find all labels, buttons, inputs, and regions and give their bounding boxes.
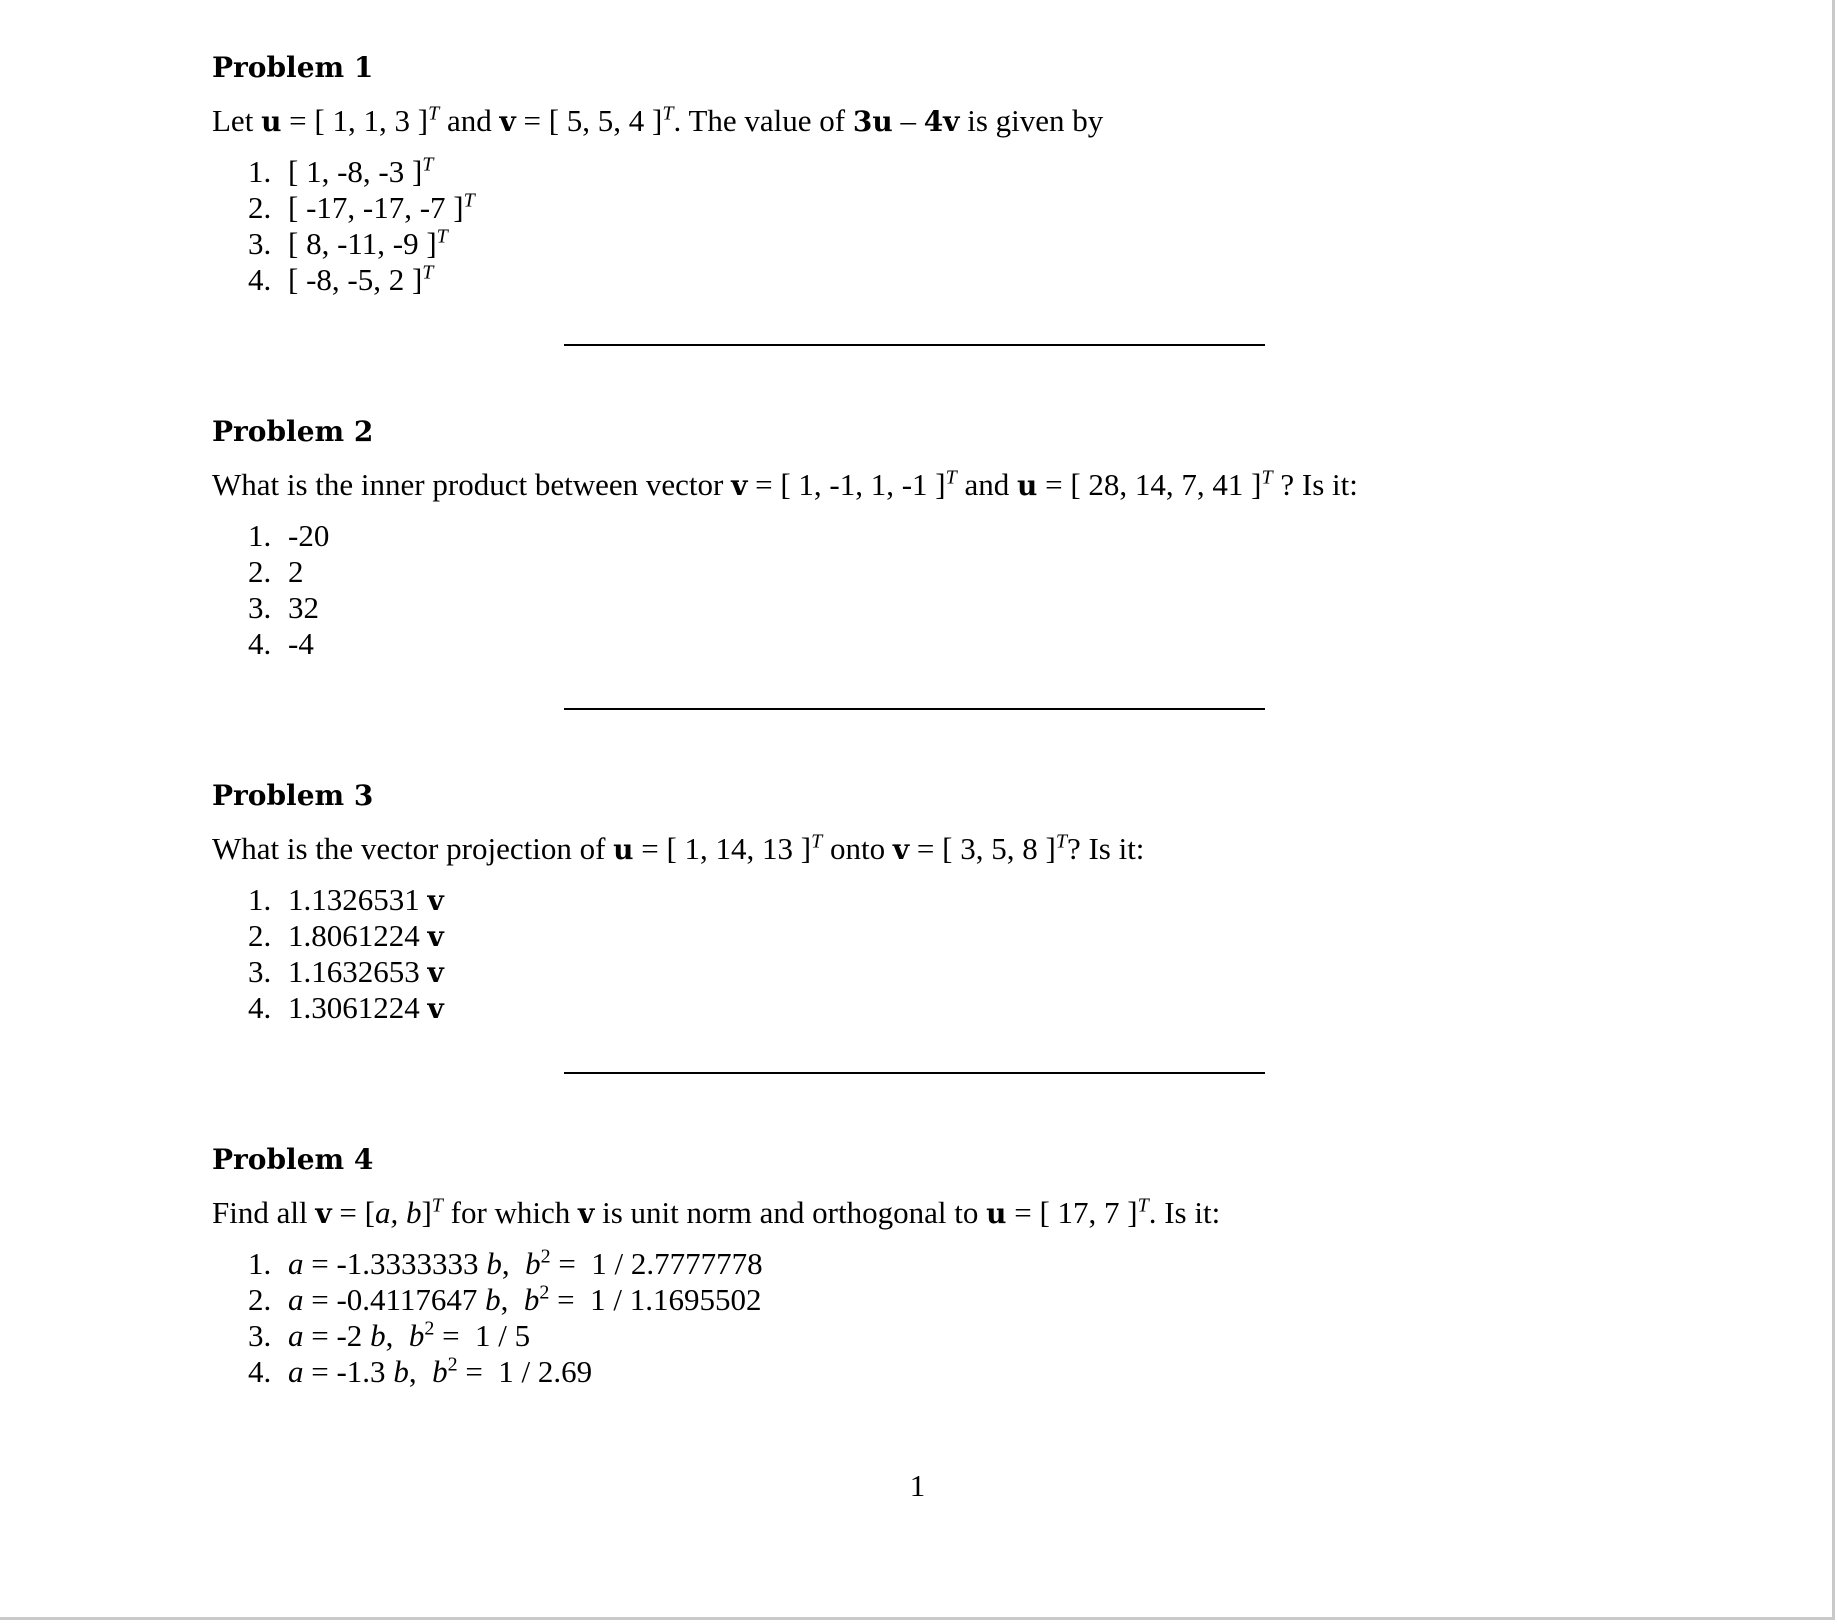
option-number: 3.	[248, 1318, 272, 1353]
option-number: 4.	[248, 990, 272, 1025]
transpose: T	[945, 466, 957, 489]
divider	[564, 708, 1265, 710]
option-number: 4.	[248, 626, 272, 661]
text: = [	[331, 1195, 375, 1230]
option-text: = 1 / 2.7777778	[550, 1246, 763, 1281]
option-number: 3.	[248, 590, 272, 625]
vector-v: v	[427, 884, 444, 917]
transpose: T	[428, 102, 440, 125]
vector-u: u	[261, 105, 282, 138]
problem-1	[212, 48, 1612, 298]
problem-statement	[212, 100, 1612, 142]
option-4	[248, 262, 1612, 298]
problem-title: Problem 1	[212, 51, 374, 84]
option-1	[248, 518, 1612, 554]
option-3	[248, 226, 1612, 262]
problem-title: Problem 3	[212, 779, 374, 812]
option-number: 2.	[248, 1282, 272, 1317]
page-number: 1	[909, 1468, 926, 1503]
vector-v: v	[499, 105, 516, 138]
problem-4	[212, 1140, 1612, 1390]
text: ? Is it:	[1066, 831, 1145, 866]
text: What is the inner product between vector	[212, 467, 732, 502]
option-text: 32	[288, 590, 319, 625]
text: Find all	[212, 1195, 316, 1230]
expression: 4v	[923, 105, 960, 138]
text: = [ 1, 14, 13 ]	[633, 831, 812, 866]
text: = [ 3, 5, 8 ]	[909, 831, 1056, 866]
text: is given by	[959, 103, 1104, 138]
option-text: 1.1326531	[288, 882, 428, 917]
components-ab: a, b	[374, 1195, 422, 1230]
option-text: 1.8061224	[288, 918, 428, 953]
option-2	[248, 190, 1612, 226]
option-1	[248, 882, 1612, 918]
vector-u: u	[1017, 469, 1038, 502]
vector-v: v	[315, 1197, 332, 1230]
var-b: b	[485, 1282, 501, 1317]
transpose: T	[463, 189, 475, 212]
option-4	[248, 990, 1612, 1026]
option-number: 1.	[248, 882, 272, 917]
option-text: -4	[288, 626, 314, 661]
vector-v: v	[427, 920, 444, 953]
text: ? Is it:	[1272, 467, 1358, 502]
vector-v: v	[892, 833, 910, 866]
var-b: b	[523, 1282, 540, 1317]
option-number: 1.	[248, 1246, 272, 1281]
text: is unit norm and orthogonal to	[594, 1195, 987, 1230]
transpose: T	[422, 261, 434, 284]
option-1	[248, 1246, 1612, 1282]
exponent: 2	[424, 1317, 435, 1340]
text: = [ 5, 5, 4 ]	[515, 103, 663, 138]
option-text: = -1.3333333	[303, 1246, 487, 1281]
exponent: 2	[540, 1245, 551, 1268]
vector-u: u	[986, 1197, 1007, 1230]
problem-statement	[212, 828, 1612, 870]
vector-v: v	[427, 992, 444, 1025]
vector-v: v	[578, 1197, 595, 1230]
transpose: T	[1261, 466, 1273, 489]
var-a: a	[288, 1354, 304, 1389]
var-a: a	[288, 1282, 304, 1317]
transpose: T	[436, 225, 448, 248]
option-text: = 1 / 2.69	[457, 1354, 593, 1389]
text: and	[439, 103, 500, 138]
option-4	[248, 1354, 1612, 1390]
option-number: 3.	[248, 954, 272, 989]
separator: ,	[500, 1282, 524, 1317]
text: = [ 17, 7 ]	[1006, 1195, 1138, 1230]
text: . Is it:	[1148, 1195, 1221, 1230]
option-text: [ -17, -17, -7 ]	[288, 190, 464, 225]
option-text: 2	[288, 554, 304, 589]
option-text: = -0.4117647	[303, 1282, 486, 1317]
problem-title: Problem 4	[212, 1143, 374, 1176]
var-b: b	[486, 1246, 502, 1281]
options-list	[212, 154, 1612, 298]
option-3	[248, 590, 1612, 626]
text: What is the vector projection of	[212, 831, 614, 866]
transpose: T	[422, 153, 434, 176]
text: ]	[421, 1195, 432, 1230]
text: = [ 1, -1, 1, -1 ]	[747, 467, 946, 502]
problem-title: Problem 2	[212, 415, 374, 448]
text: for which	[442, 1195, 579, 1230]
options-list	[212, 1246, 1612, 1390]
option-2	[248, 1282, 1612, 1318]
vector-u: u	[613, 833, 634, 866]
var-b: b	[525, 1246, 541, 1281]
problem-statement	[212, 464, 1612, 506]
option-text: = 1 / 5	[434, 1318, 531, 1353]
problem-2	[212, 412, 1612, 662]
transpose: T	[431, 1194, 443, 1217]
option-4	[248, 626, 1612, 662]
var-b: b	[370, 1318, 386, 1353]
option-text: = -1.3	[303, 1354, 394, 1389]
options-list	[212, 882, 1612, 1026]
transpose: T	[1055, 830, 1067, 853]
option-2	[248, 918, 1612, 954]
option-number: 4.	[248, 262, 272, 297]
option-text: -20	[288, 518, 330, 553]
option-number: 3.	[248, 226, 272, 261]
option-3	[248, 954, 1612, 990]
var-b: b	[408, 1318, 425, 1353]
option-text: = -2	[303, 1318, 371, 1353]
text: Let	[212, 103, 262, 138]
var-a: a	[288, 1318, 304, 1353]
var-b: b	[432, 1354, 448, 1389]
option-text: = 1 / 1.1695502	[549, 1282, 762, 1317]
divider	[564, 1072, 1265, 1074]
options-list	[212, 518, 1612, 662]
vector-v: v	[731, 469, 748, 502]
vector-v: v	[427, 956, 444, 989]
option-number: 2.	[248, 918, 272, 953]
option-number: 2.	[248, 190, 272, 225]
divider	[564, 344, 1265, 346]
exponent: 2	[539, 1281, 550, 1304]
separator: ,	[385, 1318, 409, 1353]
option-2	[248, 554, 1612, 590]
option-text: [ -8, -5, 2 ]	[288, 262, 423, 297]
option-number: 1.	[248, 154, 272, 189]
text: = [ 1, 1, 3 ]	[281, 103, 429, 138]
separator: ,	[501, 1246, 526, 1281]
text: and	[956, 467, 1018, 502]
var-a: a	[288, 1246, 304, 1281]
option-text: 1.1632653	[288, 954, 428, 989]
option-text: [ 8, -11, -9 ]	[288, 226, 437, 261]
minus-sign: –	[892, 103, 924, 138]
option-text: [ 1, -8, -3 ]	[288, 154, 423, 189]
problem-statement	[212, 1192, 1612, 1234]
option-number: 1.	[248, 518, 272, 553]
option-text: 1.3061224	[288, 990, 428, 1025]
option-1	[248, 154, 1612, 190]
transpose: T	[662, 102, 674, 125]
var-b: b	[393, 1354, 409, 1389]
problem-3	[212, 776, 1612, 1026]
exponent: 2	[447, 1353, 458, 1376]
expression: 3u	[852, 105, 893, 138]
transpose: T	[811, 830, 823, 853]
option-number: 4.	[248, 1354, 272, 1389]
option-3	[248, 1318, 1612, 1354]
text: . The value of	[673, 103, 853, 138]
transpose: T	[1137, 1194, 1149, 1217]
text: onto	[822, 831, 893, 866]
separator: ,	[408, 1354, 433, 1389]
text: = [ 28, 14, 7, 41 ]	[1037, 467, 1262, 502]
option-number: 2.	[248, 554, 272, 589]
